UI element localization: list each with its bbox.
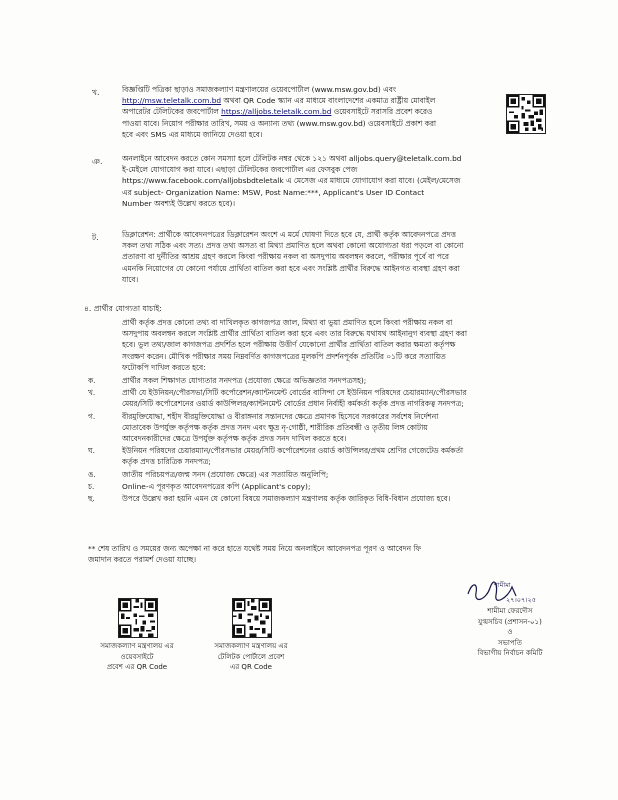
list-item: ঙ. জাতীয় পরিচয়পত্র/জন্ম সনদ (প্রযোজ্য ক্ষেত্রে) এর সত্যায়িত অনুলিপি; xyxy=(88,469,329,479)
list-item: ঘ. ইউনিয়ন পরিষদের চেয়ারম্যান/পৌরসভার মেয়র/সিটি কর্পোরেশনের ওয়ার্ড কাউন্সিলর/প্রথম শ্রেণির গেজেটেড কর্মকর্তা কর্তৃক প্রদত্ত চারিত্রিক সনদপত্র; xyxy=(88,446,464,467)
item-ta-text: ডিক্লারেশন: প্রার্থীকে আবেদনপত্রের ডিক্লারেশন অংশে এ মর্মে ঘোষণা দিতে হবে যে, প্রার্থী কর্তৃক আবেদনপত্রে প্রদত্ত সকল তথ্য সঠিক এবং সত্য। প্রদত্ত তথ্য অসত্য বা মিথ্যা প্রমাণিত হলে অথবা কোনো অযোগ্যতা ধরা পড়লে বা কোনো প্রতারণা বা দুর্নীতির আশ্রয় গ্রহণ করলে কিংবা পরীক্ষায় নকল বা অসদুপায় অবলম্বন করলে, পরীক্ষার পূর্বে বা পরে এমনকি নিয়োগের যে কোনো পর্যায়ে প্রার্থিতা বাতিল করা হবে এবং সংশ্লিষ্ট প্রার্থীর বিরুদ্ধে আইনগত ব্যবস্থা গ্রহণ করা যাবে। xyxy=(122,230,464,284)
item-kha-mark: খ. xyxy=(92,88,100,97)
item-kha-text: বিজ্ঞপ্তিটি পত্রিকা ছাড়াও সমাজকল্যাণ মন্ত্রণালয়ের ওয়েবপোর্টাল (www.msw.gov.bd) এবং http://msw.teletalk.com.bd অথবা QR Code স্ক্যান এর মাধ্যমে বাংলাদেশের একমাত্র রাষ্ট্রীয় মোবাইল অপারেটর টেলিটকের জবপোর্টাল https://alljobs.teletalk.com.bd ওয়েবসাইটে সরাসরি প্রবেশ করেও পাওয়া যাবে। নিয়োগ পরীক্ষার তারিখ, সময় ও অন্যান্য তথ্য (www.msw.gov.bd) ওয়েবসাইটে প্রকাশ করা হবে এবং SMS এর মাধ্যমে জানিয়ে দেওয়া হবে। xyxy=(122,85,437,139)
qr-code-teletalk-portal xyxy=(232,598,272,638)
item-nga-mark: ঞ. xyxy=(92,157,103,166)
qr-code-msw-website xyxy=(118,598,158,638)
svg-text:২৭।০৭।২৫: ২৭।০৭।২৫ xyxy=(506,596,536,604)
signatory-block: শামীমা ফেরদৌস যুগ্মসচিব (প্রশাসন-০১) ও সভাপতি বিভাগীয় নির্বাচন কমিটি xyxy=(420,606,600,659)
list-item: চ. Online-এ পূরণকৃত আবেদনপত্রের কপি (Applicant's copy); xyxy=(88,481,311,491)
msw-teletalk-link[interactable]: http://msw.teletalk.com.bd xyxy=(122,96,222,106)
list-item: খ. প্রার্থী যে ইউনিয়ন/পৌরসভা/সিটি কর্পোরেশন/ক্যান্টনমেন্ট বোর্ডের বাসিন্দা সে ইউনিয়ন পরিষদের চেয়ারম্যান/পৌরসভার মেয়র/সিটি কর্পোরেশনের ওয়ার্ড কাউন্সিলর/ক্যান্টনমেন্ট বোর্ডের প্রধান নির্বাহী কর্মকর্তা কর্তৃক প্রদত্ত নাগরিকত্ব সনদপত্র; xyxy=(88,388,467,409)
item-ta-mark: ট. xyxy=(92,233,99,242)
section4-body: প্রার্থী কর্তৃক প্রদত্ত কোনো তথ্য বা দাখিলকৃত কাগজপত্র জাল, মিথ্যা বা ভুয়া প্রমাণিত হলে কিংবা পরীক্ষায় নকল বা অসদুপায় অবলম্বন করলে সংশ্লিষ্ট প্রার্থীর প্রার্থিতা বাতিল করা হবে এবং তার বিরুদ্ধে যথাযথ আইনানুগ ব্যবস্থা গ্রহণ করা হবে। ভুল তথ্য/জাল কাগজপত্র প্রদর্শিত হলে পরীক্ষায় উত্তীর্ণ যেকোনো প্রার্থীর প্রার্থিতা বাতিল করার ক্ষমতা কর্তৃপক্ষ সংরক্ষণ করেন। মৌখিক পরীক্ষার সময় নিম্নবর্ণিত কাগজপত্রের মূলকপি প্রদর্শনপূর্বক প্রতিটির ০১টি করে সত্যায়িত ফটোকপি দাখিল করতে হবে: xyxy=(122,318,467,372)
signatory-role: সভাপতি xyxy=(498,638,522,647)
advice-note: ** শেষ তারিখ ও সময়ের জন্য অপেক্ষা না করে হাতে যথেষ্ট সময় নিয়ে অনলাইনে আবেদনপত্র পূরণ ও আবেদন ফি জমাদান করতে পরামর্শ দেওয়া যাচ্ছে। xyxy=(88,544,421,565)
qr-code-top xyxy=(506,94,546,134)
qr-caption-left: সমাজকল্যাণ মন্ত্রণালয় এর ওয়েবসাইটে প্রবেশ এর QR Code xyxy=(100,642,174,671)
section4-heading: ৪. প্রার্থীর যোগ্যতা যাচাই: xyxy=(84,304,162,313)
list-item: ছ. উপরে উল্লেখ করা হয়নি এমন যে কোনো বিষয়ে সমাজকল্যাণ মন্ত্রণালয় কর্তৃক জারিকৃত বিধি-বিধান প্রযোজ্য হবে। xyxy=(88,494,451,504)
svg-text:শামীমা: শামীমা xyxy=(494,581,511,589)
handwritten-signature xyxy=(466,578,536,604)
qr-caption-right: সমাজকল্যাণ মন্ত্রণালয় এর টেলিটক পোর্টালে প্রবেশ এর QR Code xyxy=(214,642,288,671)
alljobs-teletalk-link[interactable]: https://alljobs.teletalk.com.bd xyxy=(221,107,332,117)
list-item: গ. বীরমুক্তিযোদ্ধা, শহীদ বীরমুক্তিযোদ্ধা ও বীরাঙ্গনার সন্তানদের ক্ষেত্রে প্রমাণক হিসেবে সরকারের সর্বশেষ নির্দেশনা মোতাবেক উপর্যুক্ত কর্তৃপক্ষ কর্তৃক প্রদত্ত সনদ এবং ক্ষুদ্র নৃ-গোষ্ঠী, শারীরিক প্রতিবন্ধী ও তৃতীয় লিঙ্গ কোটায় আবেদনকারীদের ক্ষেত্রে উপর্যুক্ত কর্তৃপক্ষ কর্তৃক প্রদত্ত সনদ দাখিল করতে হবে। xyxy=(88,411,439,444)
committee-name: বিভাগীয় নির্বাচন কমিটি xyxy=(477,649,543,657)
list-item: ক. প্রার্থীর সকল শিক্ষাগত যোগ্যতার সনদপত্র (প্রযোজ্য ক্ষেত্রে অভিজ্ঞতার সনদপত্রসহ); xyxy=(88,376,367,385)
documents-list xyxy=(88,375,554,505)
support-email[interactable]: alljobs.query@teletalk.com.bd xyxy=(348,154,462,163)
signatory-name: শামীমা ফেরদৌস xyxy=(487,607,533,615)
item-nga-text: অনলাইনে আবেদন করতে কোন সমস্যা হলে টেলিটক নম্বর থেকে ১২১ অথবা alljobs.query@teletalk.com.bd ই-মেইলে যোগাযোগ করা যাবে। এছাড়া টেলিটকের জবপোর্টাল এর ফেসবুক পেজ https://www.facebook.com/alljobsbdteletalk এ মেসেজ এর মাধ্যমে যোগাযোগ করা যাবে। (মেইল/মেসেজ এর subject- Organization Name: MSW, Post Name:***, Applicant's User ID Contact Number অবশ্যই উল্লেখ করতে হবে)। xyxy=(122,154,462,208)
signatory-designation: যুগ্মসচিব (প্রশাসন-০১) xyxy=(478,617,542,626)
